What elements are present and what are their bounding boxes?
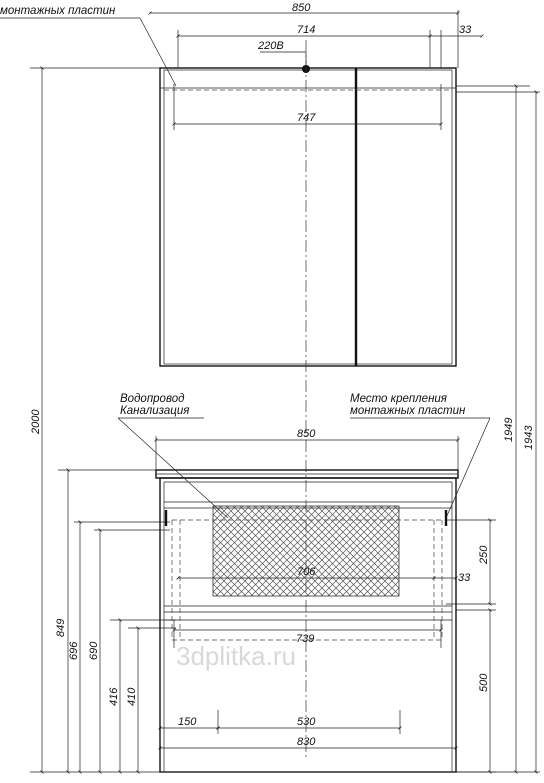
mirror-mount-plates-label: монтажных пластин	[0, 5, 116, 17]
pipe-zone-width-label: 530	[297, 716, 316, 728]
plate-height-b-label: 690	[88, 641, 100, 660]
vanity-width-label: 850	[297, 428, 316, 440]
mirror-cabinet	[160, 65, 456, 366]
basin-height-label: 849	[55, 618, 67, 637]
mirror-top-height-alt-label: 1943	[523, 425, 535, 450]
mount-place-callout	[350, 393, 490, 518]
socket-label: 220В	[258, 40, 284, 52]
plumbing-callout	[118, 393, 228, 518]
lower-plate-spacing-label: 739	[296, 633, 315, 645]
height-dimensions-left	[30, 68, 176, 772]
pipe-offset-label: 150	[178, 716, 197, 728]
vanity-plate-height-label: 250	[478, 545, 490, 564]
cabinet-height-label: 500	[478, 673, 490, 692]
height-dimensions-right	[446, 86, 540, 772]
plate-height-a-label: 696	[68, 641, 80, 660]
vanity-dimensions	[30, 428, 540, 772]
mount-place-line1-label: Место крепления	[350, 393, 447, 405]
vanity-offset-label: 33	[458, 572, 471, 584]
plumbing-zone	[213, 506, 399, 596]
sewage-label: Канализация	[120, 405, 190, 417]
watermark: 3dplitka.ru	[176, 641, 296, 671]
mount-place-line2-label: монтажных пластин	[350, 405, 466, 417]
mirror-offset-label: 33	[459, 24, 472, 36]
total-height-label: 2000	[30, 409, 42, 434]
pipe-height-b-label: 410	[126, 687, 138, 706]
cabinet-width-label: 830	[297, 736, 316, 748]
mirror-inner-width-label: 714	[297, 24, 316, 36]
mirror-total-width-label: 850	[292, 2, 311, 14]
pipe-height-a-label: 416	[108, 687, 120, 706]
vanity-plate-spacing-label: 706	[297, 566, 316, 578]
mirror-plate-spacing-label: 747	[297, 112, 316, 124]
mirror-dimensions	[150, 2, 482, 130]
water-supply-label: Водопровод	[120, 393, 185, 405]
mirror-top-height-label: 1949	[503, 417, 515, 442]
